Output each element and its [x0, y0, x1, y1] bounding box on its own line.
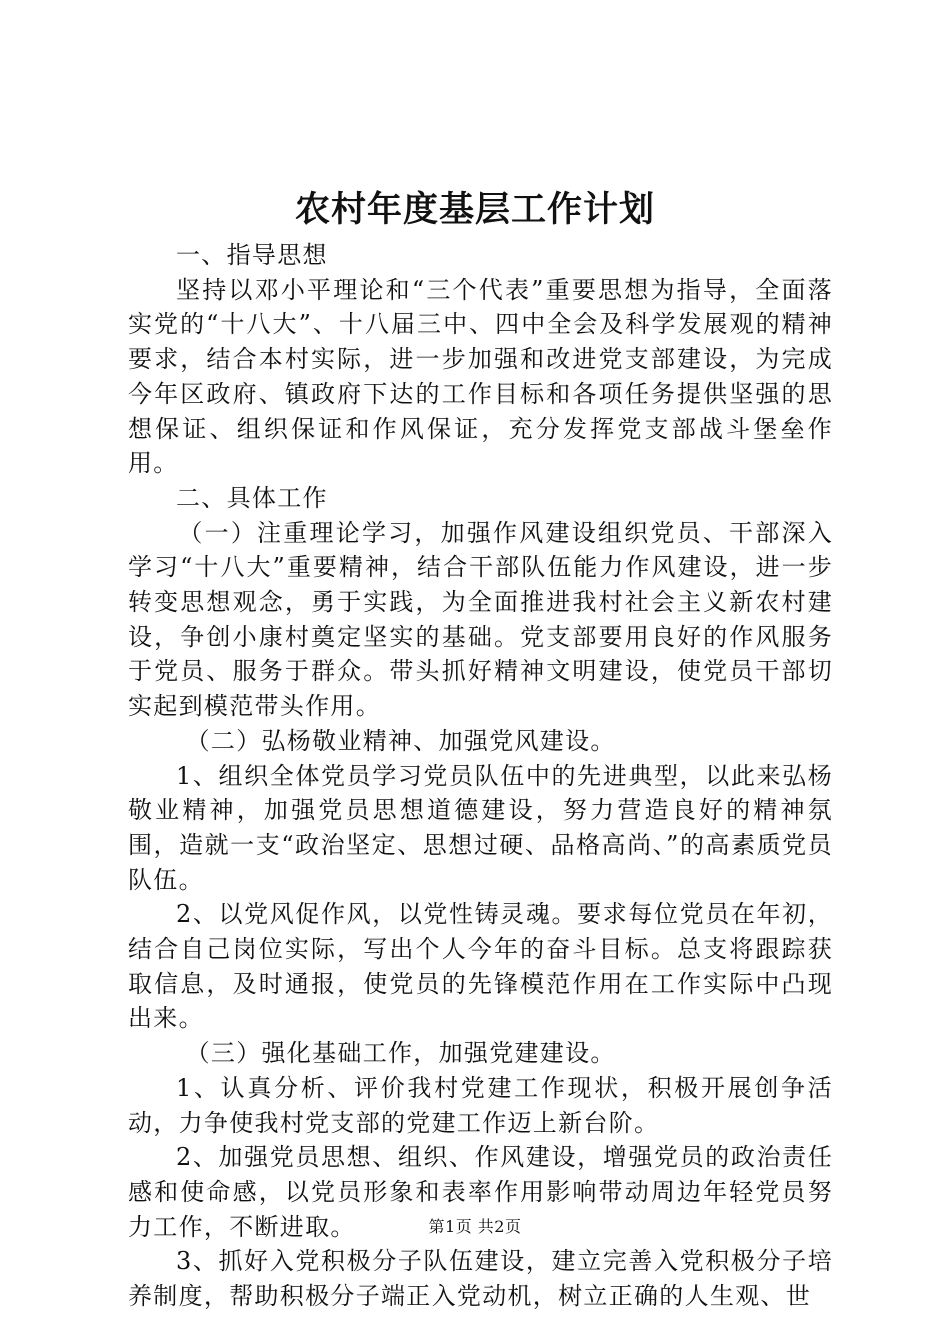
section-heading-guiding-ideology: 一、指导思想	[176, 241, 328, 269]
list-item-2: 2、以党风促作风，以党性铸灵魂。要求每位党员在年初，结合自己岗位实际，写出个人今年的奋斗目标。总支将跟踪获取信息，及时通报，使党员的先锋模范作用在工作实际中凸现出来。	[128, 900, 833, 1033]
list-item-1b: 1、认真分析、评价我村党建工作现状，积极开展创争活动，力争使我村党支部的党建工作迈上新台阶。	[128, 1073, 833, 1137]
list-item-2b: 2、加强党员思想、组织、作风建设，增强党员的政治责任感和使命感，以党员形象和表率作用影响带动周边年轻党员努力工作，不断进取。	[128, 1143, 833, 1241]
section-heading-specific-work: 二、具体工作	[176, 483, 328, 512]
subsection-dedication-spirit: （二）弘杨敬业精神、加强党风建设。	[185, 726, 616, 755]
document-title: 农村年度基层工作计划	[294, 189, 655, 230]
page-footer: 第1页 共2页	[428, 1217, 522, 1236]
paragraph-guiding-ideology: 坚持以邓小平理论和“三个代表”重要思想为指导，全面落实党的“十八大”、十八届三中、四中全会及科学发展观的精神要求，结合本村实际，进一步加强和改进党支部建设，为完成今年区政府、镇政府下达的工作目标和各项任务提供坚强的思想保证、组织保证和作风保证，充分发挥党支部战斗堡垒作用。	[128, 275, 833, 478]
subsection-theory-study: （一）注重理论学习，加强作风建设组织党员、干部深入学习“十八大”重要精神，结合干部队伍能力作风建设，进一步转变思想观念，勇于实践，为全面推进我村社会主义新农村建设，争创小康村奠定坚实的基础。党支部要用良好的作风服务于党员、服务于群众。带头抓好精神文明建设，使党员干部切实起到模范带头作用。	[128, 518, 833, 721]
document-body	[128, 238, 833, 1314]
list-item-1: 1、组织全体党员学习党员队伍中的先进典型，以此来弘杨敬业精神，加强党员思想道德建设，努力营造良好的精神氛围，造就一支“政治坚定、思想过硬、品格高尚、”的高素质党员队伍。	[128, 761, 833, 894]
subsection-basic-work: （三）强化基础工作，加强党建建设。	[185, 1039, 616, 1068]
list-item-3b: 3、抓好入党积极分子队伍建设，建立完善入党积极分子培养制度，帮助积极分子端正入党动机，树立正确的人生观、世	[128, 1247, 833, 1311]
